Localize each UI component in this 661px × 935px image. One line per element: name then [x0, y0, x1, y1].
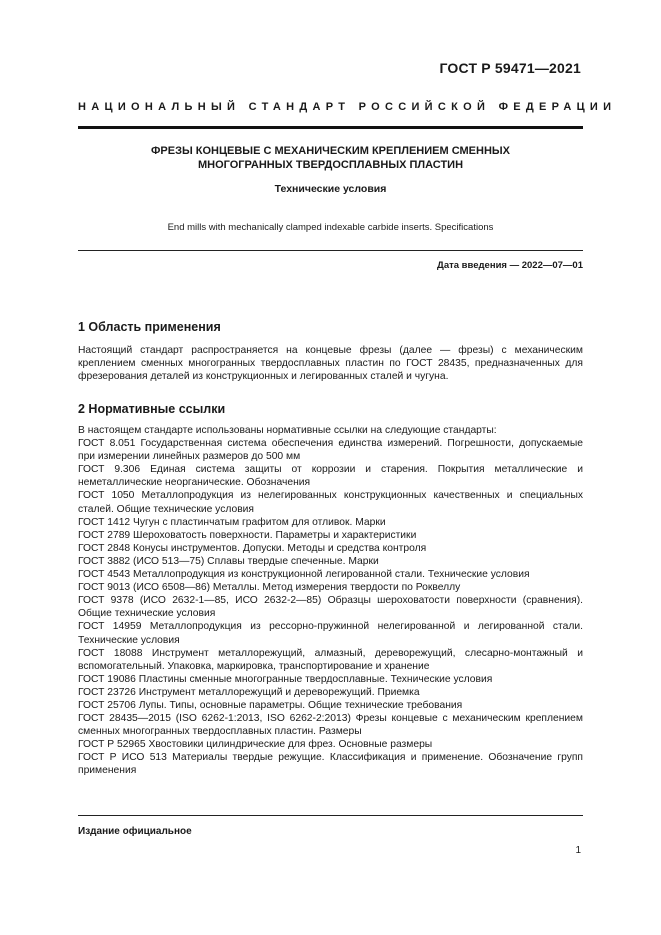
edition-label: Издание официальное	[78, 826, 192, 837]
gost-code: ГОСТ Р 59471—2021	[439, 60, 581, 76]
reference-list	[78, 437, 583, 777]
reference-item: ГОСТ 1412 Чугун с пластинчатым графитом для отливок. Марки	[78, 516, 386, 528]
reference-item: ГОСТ 9378 (ИСО 2632-1—85, ИСО 2632-2—85) Образцы шероховатости поверхности (сравнения). Общие технические условия	[78, 595, 583, 620]
reference-item: ГОСТ 25706 Лупы. Типы, основные параметры. Общие технические требования	[78, 699, 463, 711]
footer-rule	[78, 815, 583, 816]
reference-item: ГОСТ Р 52965 Хвостовики цилиндрические для фрез. Основные размеры	[78, 739, 433, 751]
reference-item: ГОСТ 18088 Инструмент металлорежущий, алмазный, дереворежущий, слесарно-монтажный и вспомогательный. Упаковка, маркировка, транспортирование и хранение	[78, 647, 583, 672]
title-rule	[78, 250, 583, 251]
title-line-2: МНОГОГРАННЫХ ТВЕРДОСПЛАВНЫХ ПЛАСТИН	[197, 159, 464, 171]
reference-item: ГОСТ 1050 Металлопродукция из нелегированных конструкционных качественных и специальных сталей. Общие технические условия	[78, 490, 583, 515]
reference-item: ГОСТ 9.306 Единая система защиты от коррозии и старения. Покрытия металлические и неметаллические неорганические. Обозначения	[78, 464, 583, 489]
document-title	[78, 144, 583, 172]
reference-item: ГОСТ 23726 Инструмент металлорежущий и дереворежущий. Приемка	[78, 686, 420, 698]
section-1-paragraph: Настоящий стандарт распространяется на концевые фрезы (далее — фрезы) с механическим креплением сменных многогранных твердосплавных пластин по ГОСТ 28435, предназначенных для фрезерования деталей из конструкционных и легированных сталей и чугуна.	[78, 345, 583, 383]
document-subtitle: Технические условия	[274, 183, 387, 195]
reference-item: ГОСТ 28435—2015 (ISO 6262-1:2013, ISO 6262-2:2013) Фрезы концевые с механическим креплением сменных многогранных твердосплавных пластин. Размеры	[78, 713, 583, 738]
reference-item: ГОСТ 4543 Металлопродукция из конструкционной легированной стали. Технические условия	[78, 569, 530, 581]
reference-item: ГОСТ 14959 Металлопродукция из рессорно-пружинной нелегированной и легированной стали. Технические условия	[78, 621, 583, 646]
references-intro: В настоящем стандарте использованы нормативные ссылки на следующие стандарты:	[78, 425, 497, 436]
header-rule	[78, 126, 583, 129]
reference-item: ГОСТ 19086 Пластины сменные многогранные твердосплавные. Технические условия	[78, 673, 493, 685]
reference-item: ГОСТ 2848 Конусы инструментов. Допуски. Методы и средства контроля	[78, 542, 427, 554]
reference-item: ГОСТ 9013 (ИСО 6508—86) Металлы. Метод измерения твердости по Роквеллу	[78, 582, 461, 594]
national-standard-banner: НАЦИОНАЛЬНЫЙ СТАНДАРТ РОССИЙСКОЙ ФЕДЕРАЦИИ	[78, 101, 617, 113]
section-1-text	[78, 344, 583, 383]
title-line-1: ФРЕЗЫ КОНЦЕВЫЕ С МЕХАНИЧЕСКИМ КРЕПЛЕНИЕМ СМЕННЫХ	[151, 145, 510, 157]
normative-references	[78, 424, 583, 778]
reference-item: ГОСТ 8.051 Государственная система обеспечения единства измерений. Погрешности, допускаемые при измерении линейных размеров до 500 мм	[78, 438, 583, 463]
reference-item: ГОСТ 3882 (ИСО 513—75) Сплавы твердые спеченные. Марки	[78, 555, 379, 567]
page-number: 1	[575, 845, 581, 856]
section-1-heading: 1 Область применения	[78, 320, 221, 334]
english-title: End mills with mechanically clamped indexable carbide inserts. Specifications	[167, 222, 494, 233]
section-2-heading: 2 Нормативные ссылки	[78, 402, 226, 416]
reference-item: ГОСТ 2789 Шероховатость поверхности. Параметры и характеристики	[78, 529, 417, 541]
reference-item: ГОСТ Р ИСО 513 Материалы твердые режущие. Классификация и применение. Обозначение групп применения	[78, 752, 583, 777]
introduction-date: Дата введения — 2022—07—01	[437, 260, 583, 271]
